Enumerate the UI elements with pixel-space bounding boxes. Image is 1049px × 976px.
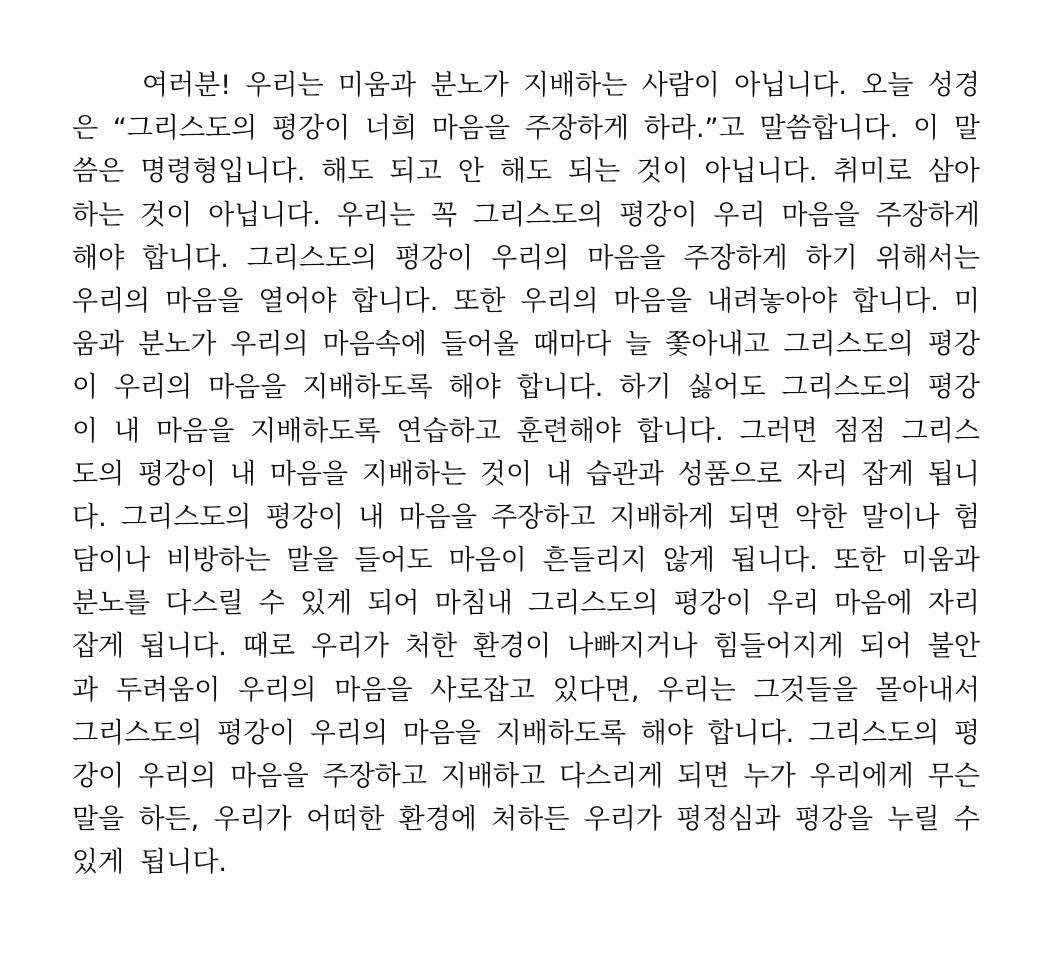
word: 우리가 [583,804,662,836]
word: 처한 [404,631,458,663]
word: 평정심과 [676,804,781,836]
word: 처하든 [491,804,570,836]
text-line [72,107,980,150]
word: 늘 [625,329,652,361]
word: 마음을 [208,372,287,404]
word: 마음을 [613,285,692,317]
word: 우리 [713,199,766,231]
word: 또한 [453,285,506,317]
word: 훈련해야 [516,415,621,447]
word: 취미로 [833,156,912,188]
word: 말 [953,113,980,145]
word: 있게 [300,588,353,620]
text-line [72,64,980,107]
word: 다. [72,501,107,533]
word: 비방하는 [166,545,271,577]
word: 주장하고 [322,761,427,792]
word: 마음을 [334,674,413,706]
word: 있다면, [552,674,640,706]
word: 여러분! [142,70,232,101]
word: 들어도 [354,545,433,577]
word: 됩니다. [730,545,818,577]
word: 내 [229,458,257,490]
word: 그리스도의 [72,717,203,749]
word: 마음을 [155,415,235,447]
word: 그것들을 [753,674,858,706]
word: 자리 [927,588,980,620]
word: 말이나 [861,501,940,533]
word: 마음을 [402,717,481,749]
word: 수 [953,804,980,836]
word: 마음을 [781,199,860,231]
word: 내 [113,415,141,447]
word: 명령형입니다. [140,156,306,188]
word: 평강 [927,372,980,404]
word: 마음속에 [322,329,427,361]
text-line [72,539,980,582]
word: 그리스도의 [528,588,659,620]
text-line [72,625,980,668]
word: 습관과 [585,458,664,490]
text-line [72,323,980,366]
word: 수 [258,588,285,620]
word: 우리는 [657,674,736,706]
word: 하는 [72,199,125,231]
word: 다스릴 [165,588,244,620]
word: 분노를 [72,588,151,620]
word: 지배하도록 [495,717,627,749]
word: 합니다. [636,415,724,447]
word: 마음을 [431,113,511,145]
word: 도의 [72,458,125,490]
word: 위해서는 [875,242,980,274]
word: 나빠지거나 [567,631,698,663]
word: 담이나 [72,545,151,577]
word: 마음을 [165,285,244,317]
word: 것이 [636,156,689,188]
word: 됩니 [927,458,980,490]
word: 우리의 [520,285,599,317]
word: 두려움이 [115,674,221,706]
word: 지배하게 [609,501,715,533]
word: 흔들리지 [542,545,647,577]
word: 험 [953,501,980,533]
word: 지배하고 [440,761,546,792]
text-line [72,496,980,539]
word: 않게 [662,545,715,577]
word: 때마다 [532,329,612,361]
text-line [72,582,980,625]
word: 그리스도의 [120,501,252,533]
word: 합니다. [142,242,229,274]
word: 마음에 [834,588,913,620]
word: 악한 [794,501,848,533]
word: 우리가 [213,804,292,836]
word: 강이 [72,761,125,792]
text-line [72,280,980,323]
word: 아닙니다. [734,70,848,101]
text-line [72,669,980,712]
word: 하든, [138,804,200,836]
word: 누가 [743,761,796,792]
word: 주장하게 [524,113,630,145]
word: 너희 [364,113,418,145]
word: 평강이 [619,199,698,231]
word: 그리스도의 [246,242,378,274]
word: 합니다. [707,717,795,749]
word: 이 [72,415,99,447]
word: 또한 [833,545,886,577]
word: 안 [457,156,484,188]
word: 불안 [927,631,980,663]
word: 지배하도록 [250,415,381,447]
word: 우리의 [491,242,570,274]
word: 평 [953,717,980,749]
word: 다스리게 [559,761,664,792]
word: 지배하는 [522,70,628,101]
word: 잡게 [72,631,125,663]
word: “그리스도의 [112,113,258,145]
text-line [72,237,980,280]
word: 우리의 [230,329,309,361]
word: 몰아내서 [875,674,980,706]
word: 평강을 [794,804,874,836]
word: 무슨 [927,761,980,792]
word: 힘들어지게 [713,631,844,663]
word: 이 [913,113,940,145]
word: 되면 [677,761,730,792]
word: 마음이 [448,545,527,577]
word: 그러면 [739,415,818,447]
word: 씀은 [72,156,125,188]
word: 삼아 [927,156,980,188]
text-line [72,453,980,496]
word: 마음을 [587,242,666,274]
word: 사람이 [641,70,720,101]
word: 성경 [927,70,980,101]
word: 환경이 [472,631,552,663]
word: 내 [358,501,385,533]
word: 합니다. [516,372,604,404]
word: 평강이 [673,588,752,620]
word: 그리스도의 [808,717,940,749]
word: 해야 [72,242,125,274]
word: 합니다. [351,285,439,317]
word: 평강이 [395,242,474,274]
word: 하기 [805,242,858,274]
word: 자리 [795,458,848,490]
word: 평강이 [137,458,217,490]
word: 우리의 [238,674,317,706]
word: 오늘 [861,70,914,101]
word: 열어야 [258,285,337,317]
paragraph [72,64,980,885]
word: 우리의 [309,717,389,749]
word: 되어 [859,631,912,663]
word: 은 [72,113,99,145]
word: 되면 [728,501,781,533]
word: 연습하고 [396,415,501,447]
word: 들어올 [440,329,519,361]
word: 성품으로 [677,458,783,490]
word: 마음을 [269,458,349,490]
word: 해야 [640,717,693,749]
text-line [72,712,980,755]
word: 싫어도 [687,372,766,404]
word: 미 [953,285,980,317]
word: 것이 [479,458,533,490]
word: 평강이 [265,501,344,533]
word: 점점 [833,415,886,447]
word: 꼭 [431,199,458,231]
word: 지배하도록 [302,372,433,404]
word: 움과 [72,329,125,361]
word: 평강이 [217,717,296,749]
text-line [72,798,980,841]
word: 합니다. [852,285,939,317]
word: 됩니다. [140,631,227,663]
word: 평강 [927,329,980,361]
word: 있게 [72,847,125,879]
word: 해도 [321,156,374,188]
word: 우리는 [336,199,416,231]
word: 평강이 [271,113,351,145]
word: 분노가 [138,329,217,361]
word: 해도 [499,156,553,188]
word: 우리의 [72,285,151,317]
text-line [72,755,980,798]
word: 그리스도의 [783,329,914,361]
word: 아닙니다. [704,156,818,188]
word: 마음을 [398,501,477,533]
word: 말을 [286,545,339,577]
word: 마침내 [434,588,513,620]
word: 우리의 [138,761,217,792]
word: 이 [72,372,99,404]
word: 것이 [140,199,193,231]
word: 되어 [367,588,420,620]
word: 그리스도의 [472,199,604,231]
word: 쫓아내고 [665,329,770,361]
word: 우리가 [310,631,390,663]
word: 되는 [568,156,621,188]
word: 사로잡고 [430,674,535,706]
word: 그리스도의 [781,372,912,404]
word: 우리의 [113,372,193,404]
text-line [72,410,980,453]
word: 주장하게 [683,242,788,274]
word: 미움과 [901,545,980,577]
word: 내 [545,458,572,490]
word: 하라.”고 [643,113,745,145]
word: 우리는 [245,70,324,101]
word: 주장하게 [875,199,980,231]
word: 때로 [242,631,295,663]
word: 우리 [766,588,820,620]
text-line [72,841,980,884]
word: 잡게 [861,458,914,490]
word: 그리스 [901,415,980,447]
word: 내려놓아야 [706,285,838,317]
word: 미움과 [337,70,417,101]
word: 말씀합니다. [759,113,899,145]
text-line [72,194,980,237]
word: 됩니다. [140,847,228,879]
word: 환경에 [398,804,477,836]
word: 아닙니다. [208,199,322,231]
word: 우리에게 [809,761,914,792]
word: 되고 [389,156,442,188]
word: 지배하는 [361,458,467,490]
text-line [72,150,980,193]
word: 어떠한 [306,804,385,836]
word: 주장하고 [491,501,596,533]
word: 누릴 [887,804,940,836]
word: 해야 [448,372,501,404]
word: 과 [72,674,99,706]
word: 마음을 [230,761,309,792]
word: 말을 [72,804,125,836]
word: 분노가 [430,70,509,101]
text-line [72,366,980,409]
word: 하기 [619,372,672,404]
